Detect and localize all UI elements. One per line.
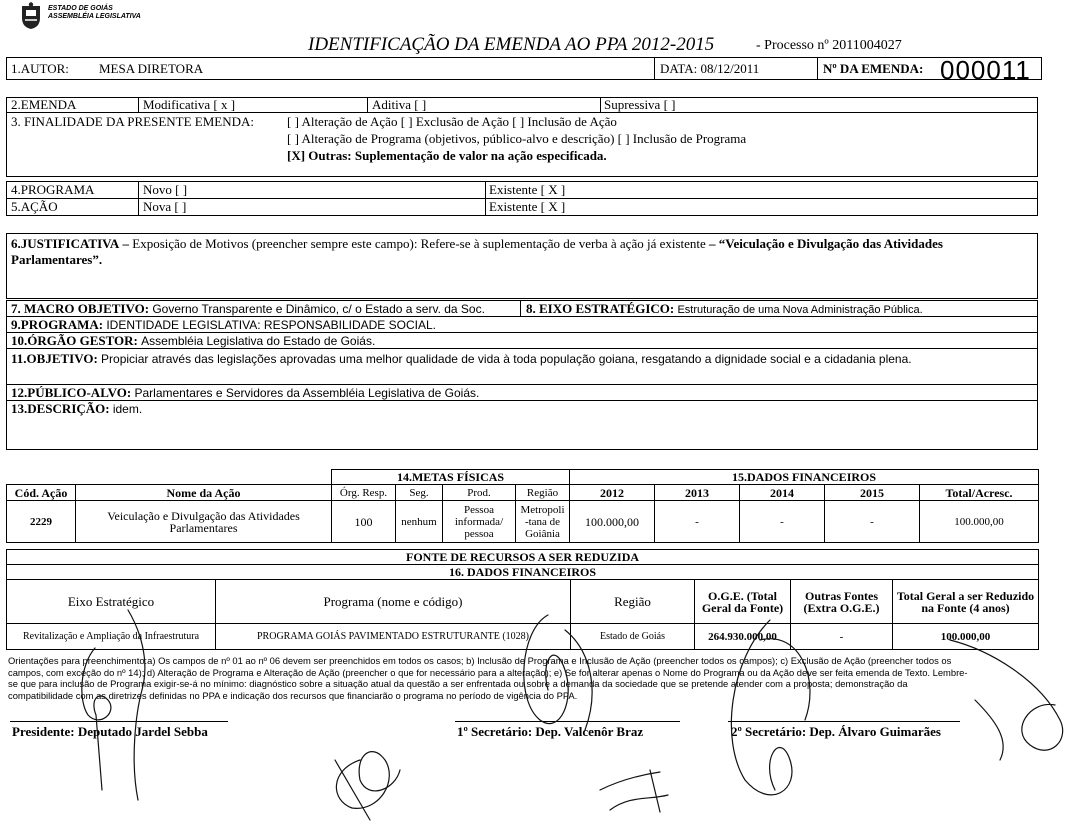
aditiva-option: Aditiva [ ] [372,97,427,112]
finalidade-label: 3. FINALIDADE DA PRESENTE EMENDA: [11,114,255,129]
cell-total: 100.000,00 [920,501,1039,543]
header-total: Total/Acresc. [920,485,1039,501]
acao-existente: Existente [ X ] [489,199,566,214]
finalidade-line1: [ ] Alteração de Ação [ ] Exclusão de Ação [ ] Inclusão de Ação [287,114,617,129]
header-2013: 2013 [655,485,740,501]
orientacoes-line2: campos, com exceção do nº 14); d) Alteração de Programa e Alteração de Ação (preencher o que for necessário para a alteração); e) Se for alterar apenas o Nome do Programa ou da Ação deve ser feita emenda de Texto. Lembre- [8,666,968,678]
cell-seg: nenhum [396,501,443,543]
header-regiao: Região [516,485,570,501]
header-cod: Cód. Ação [7,485,76,501]
eixo-row [526,301,923,318]
descricao-row [11,401,142,417]
fonte-title: FONTE DE RECURSOS A SER REDUZIDA [7,550,1039,565]
table-row [7,624,1039,650]
programa-detail-label: 9.PROGRAMA: [11,317,104,332]
primeiro-secretario-label: 1º Secretário: Dep. Valcenôr Braz [457,724,644,739]
header-org: Órg. Resp. [332,485,396,501]
header-2015: 2015 [825,485,920,501]
cell-oge: 264.930.000,00 [695,624,791,650]
segundo-secretario-label: 2º Secretário: Dep. Álvaro Guimarães [731,724,941,739]
objetivo-row [11,351,912,367]
emenda-number: 000011 [940,55,1031,85]
header-eixo: Eixo Estratégico [7,580,216,624]
metas-table [6,469,1039,543]
dados-financeiros-title: 16. DADOS FINANCEIROS [7,565,1039,580]
author-label: 1.AUTOR: [11,61,69,76]
metas-title: 14.METAS FÍSICAS [332,470,570,485]
dados-title: 15.DADOS FINANCEIROS [570,470,1039,485]
emenda-number-label: Nº DA EMENDA: [823,61,924,76]
state-name: ESTADO DE GOIÁS [48,5,113,12]
orientacoes-line4: compatibilidade com as diretrizes definidas no PPA e indicação dos recursos que financiarão o programa no período de vigência do PPA. [8,689,578,701]
justificativa-quote-1: – “Veiculação e Divulgação das Atividades [709,236,943,251]
objetivo-label: 11.OBJETIVO: [11,351,98,366]
cell-regiao-2: Estado de Goiás [571,624,695,650]
orientacoes-block [8,655,1058,701]
macro-row [11,301,485,317]
header-total-reduzido: Total Geral a ser Reduzido na Fonte (4 anos) [893,580,1039,624]
eixo-value: Estruturação de uma Nova Administração Pública. [677,304,923,316]
justificativa-sub: Exposição de Motivos [132,236,249,251]
programa-novo: Novo [ ] [143,182,188,197]
cell-eixo: Revitalização e Ampliação da Infraestrutura [7,624,216,650]
header-nome: Nome da Ação [76,485,332,501]
justificativa-line1 [11,236,943,251]
cell-programa: PROGRAMA GOIÁS PAVIMENTADO ESTRUTURANTE (1028) [216,624,571,650]
publico-label: 12.PÚBLICO-ALVO: [11,385,132,400]
orgao-row [11,333,375,349]
header-outras: Outras Fontes (Extra O.G.E.) [791,580,893,624]
cell-2015: - [825,501,920,543]
cell-prod: Pessoa informada/ pessoa [443,501,516,543]
justificativa-label: 6.JUSTIFICATIVA [11,236,120,251]
publico-row [11,385,479,401]
table-row [7,501,1039,543]
orientacoes-line1: Orientações para preenchimento:a) Os campos de nº 01 ao nº 06 devem ser preenchidos em todos os casos; b) Inclusão de Programa e Inclusão de Ação (preencher todos os campos); c) Exclusão de Ação (preencher todos os [8,655,952,666]
header-prod: Prod. [443,485,516,501]
header-seg: Seg. [396,485,443,501]
justificativa-text: (preencher sempre este campo): Refere-se à suplementação de verba à ação já existente [251,236,706,251]
finalidade-line2: [ ] Alteração de Programa (objetivos, público-alvo e descrição) [ ] Inclusão de Programa [287,131,747,146]
finalidade-line3: [X] Outras: Suplementação de valor na ação especificada. [287,148,607,163]
reducao-table [6,549,1039,650]
macro-value: Governo Transparente e Dinâmico, c/ o Estado a serv. da Soc. [152,302,485,316]
cell-org: 100 [332,501,396,543]
assembly-name: ASSEMBLÉIA LEGISLATIVA [48,13,141,20]
header-programa: Programa (nome e código) [216,580,571,624]
programa-existente: Existente [ X ] [489,182,566,197]
justificativa-dash: – [122,236,129,251]
cell-total-reduzido: 100.000,00 [893,624,1039,650]
cell-2012: 100.000,00 [570,501,655,543]
header-2014: 2014 [740,485,825,501]
orgao-label: 10.ÓRGÃO GESTOR: [11,333,138,348]
modificativa-option: Modificativa [ x ] [143,97,236,112]
justificativa-quote-2: Parlamentares”. [11,252,103,267]
acao-label: 5.AÇÃO [11,199,58,214]
descricao-label: 13.DESCRIÇÃO: [11,401,110,416]
eixo-label: 8. EIXO ESTRATÉGICO: [526,301,675,316]
orientacoes-line3: se que para inclusão de Programa exigir-se-á no mínimo: diagnóstico sobre a situação atual da questão a ser enfrentada ou sobre a demanda da sociedade que se pretende atender com a proposta; demonstração da [8,678,908,689]
cell-2013: - [655,501,740,543]
cell-regiao: Metropoli -tana de Goiânia [516,501,570,543]
author-value: MESA DIRETORA [99,61,204,76]
document-title: IDENTIFICAÇÃO DA EMENDA AO PPA 2012-2015 [308,34,715,55]
acao-nova: Nova [ ] [143,199,187,214]
cell-2014: - [740,501,825,543]
presidente-signature-label: Presidente: Deputado Jardel Sebba [12,724,208,739]
programa-label: 4.PROGRAMA [11,182,95,197]
macro-label: 7. MACRO OBJETIVO: [11,301,150,316]
programa-detail-value: IDENTIDADE LEGISLATIVA: RESPONSABILIDADE SOCIAL. [106,318,436,332]
coat-of-arms-icon [20,2,42,30]
date-field: DATA: 08/12/2011 [660,61,760,76]
header-2012: 2012 [570,485,655,501]
orgao-value: Assembléia Legislativa do Estado de Goiás. [141,334,376,348]
amendment-label: 2.EMENDA [11,97,77,112]
supressiva-option: Supressiva [ ] [604,97,676,112]
descricao-value: idem. [112,402,143,416]
cell-outras: - [791,624,893,650]
objetivo-value: Propiciar através das legislações aprovadas uma melhor qualidade de vida à toda população goiana, resgatando a dignidade social e a cidadania plena. [101,352,912,366]
header-oge: O.G.E. (Total Geral da Fonte) [695,580,791,624]
process-number: - Processo nº 2011004027 [756,38,902,53]
programa-row [11,317,436,333]
header-regiao-2: Região [571,580,695,624]
cell-cod: 2229 [7,501,76,543]
publico-value: Parlamentares e Servidores da Assembléia Legislativa de Goiás. [134,386,480,400]
cell-nome: Veiculação e Divulgação das Atividades Parlamentares [76,501,332,543]
